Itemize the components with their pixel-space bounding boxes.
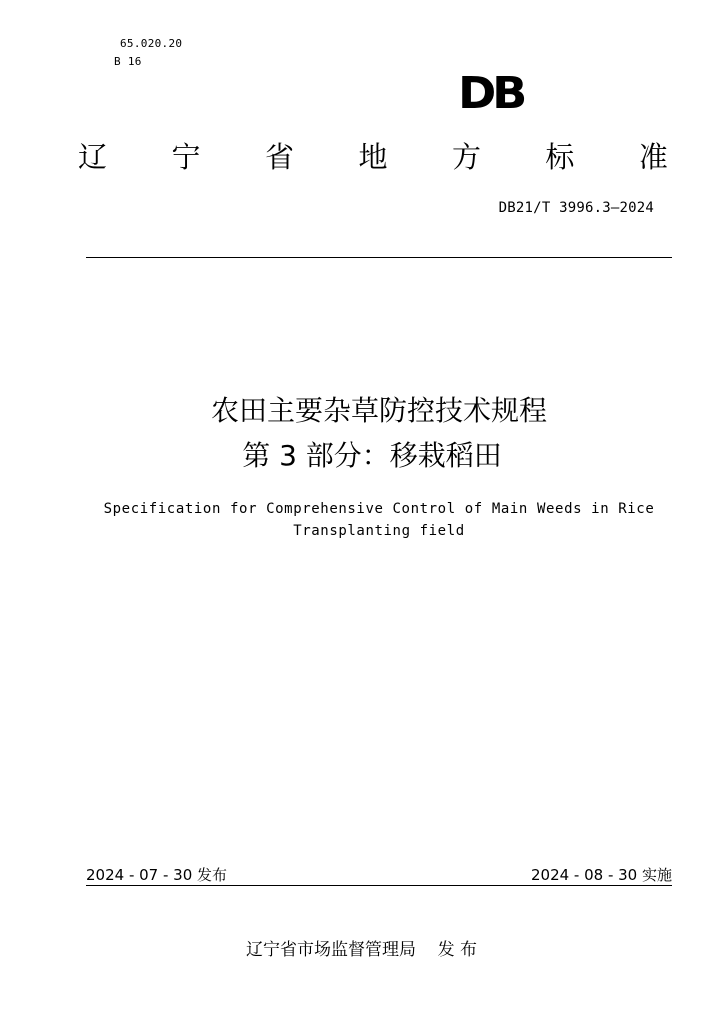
standard-number: DB21/T 3996.3—2024 <box>498 200 654 216</box>
standard-type-char: 宁 <box>171 140 201 174</box>
standard-type-char: 地 <box>358 140 388 174</box>
title-zh-line2: 第 3 部分：移栽稻田 <box>242 439 502 472</box>
issuer: 辽宁省市场监督管理局 发 布 <box>246 940 478 960</box>
title-zh-line1: 农田主要杂草防控技术规程 <box>210 394 547 427</box>
title-en-line1: Specification for Comprehensive Control of Main Weeds in Rice <box>103 501 655 517</box>
standard-type-char: 准 <box>638 140 668 174</box>
standard-type-char: 标 <box>545 140 575 174</box>
standard-type-char: 方 <box>451 140 481 174</box>
standard-type-char: 辽 <box>78 140 108 174</box>
standard-type <box>78 140 668 174</box>
title-en-line2: Transplanting field <box>293 523 465 539</box>
top-divider <box>86 257 672 258</box>
standard-type-char: 省 <box>264 140 294 174</box>
issue-date: 2024 - 07 - 30 发布 <box>86 866 228 884</box>
implementation-date: 2024 - 08 - 30 实施 <box>530 866 672 884</box>
bottom-divider <box>86 885 672 886</box>
db-logo: DB <box>458 68 524 119</box>
ics-code: 65.020.20 <box>120 37 183 50</box>
ccs-code: B 16 <box>114 55 142 68</box>
